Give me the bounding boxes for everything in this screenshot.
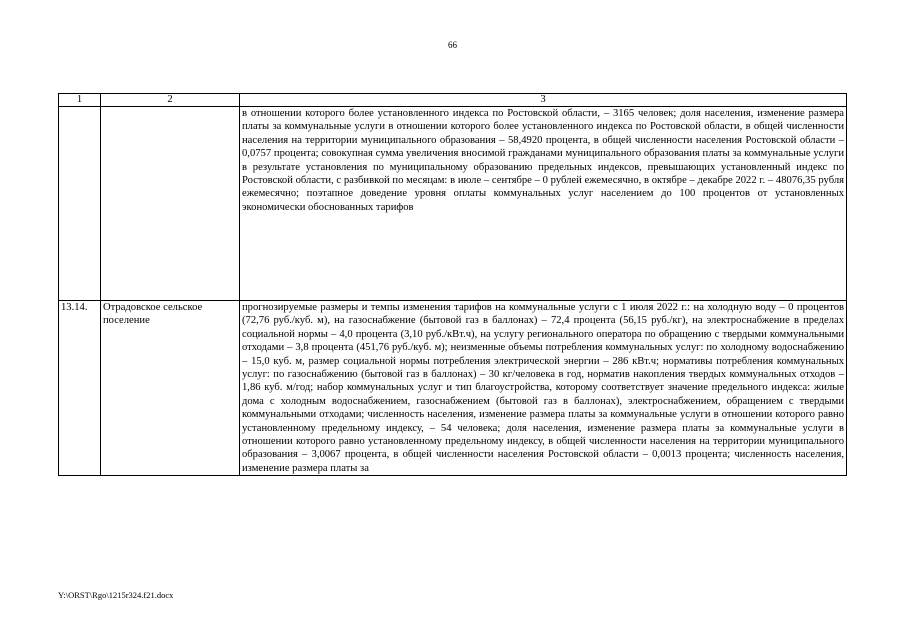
column-header-1: 1 xyxy=(59,94,101,107)
table-row xyxy=(59,301,847,476)
document-table xyxy=(58,93,847,476)
description-cell: в отношении которого более установленного индекса по Ростовской области, – 3165 человек; доля населения, изменение размера платы за коммунальные услуги в отношении которого более установленного индекса по Ростовской области, в общей численности населения на территории муниципального образования – 58,4920 процента, в общей численности населения Ростовской области – 0,0757 процента; совокупная сумма увеличения вносимой гражданами муниципального образования платы за коммунальные услуги в результате установления по муниципальному образованию предельных индексов, превышающих установленный индекс по Ростовской области, с разбивкой по месяцам: в июле – сентябре – 0 рублей ежемесячно, в октябре – декабре 2022 г. – 48076,35 рубля ежемесячно; поэтапное доведение уровня оплаты коммунальных услуг населением до 100 процентов от установленных экономически обоснованных тарифов xyxy=(240,107,847,301)
file-path-footer: Y:\ORST\Rgo\1215r324.f21.docx xyxy=(58,590,174,600)
column-header-2: 2 xyxy=(101,94,240,107)
table-row xyxy=(59,107,847,301)
description-cell: прогнозируемые размеры и темпы изменения тарифов на коммунальные услуги с 1 июля 2022 г.: на холодную воду – 0 процентов (72,76 руб./куб. м), на газоснабжение (бытовой газ в баллонах) – 72,4 процента (56,15 руб./кг), на электроснабжение в пределах социальной нормы – 4,0 процента (3,10 руб./кВт.ч), на услугу регионального оператора по обращению с твердыми коммунальными отходами – 3,8 процента (451,76 руб./куб. м); неизменные объемы потребления коммунальных услуг: по холодному водоснабжению – 15,0 куб. м, размер социальной нормы потребления электрической энергии – 286 кВт.ч; нормативы потребления коммунальных услуг: по газоснабжению (бытовой газ в баллонах) – 30 кг/человека в год, норматив накопления твердых коммунальных отходов – 1,86 куб. м/год; набор коммунальных услуг и тип благоустройства, которому соответствует значение предельного индекса: жилые дома с холодным водоснабжением, газоснабжением (бытовой газ в баллонах), электроснабжением, обращением с твердыми коммунальными отходами; численность населения, изменение размера платы за коммунальные услуги в отношении которого равно установленному предельному индексу, – 54 человека; доля населения, изменение размера платы за коммунальные услуги в отношении которого равно установленному предельному индексу, в общей численности населения на территории муниципального образования – 3,0067 процента, в общей численности населения Ростовской области – 0,0013 процента; численность населения, изменение размера платы за xyxy=(240,301,847,476)
table-header-row xyxy=(59,94,847,107)
page-number: 66 xyxy=(448,40,457,50)
row-number-cell xyxy=(59,107,101,301)
column-header-3: 3 xyxy=(240,94,847,107)
row-number-cell: 13.14. xyxy=(59,301,101,476)
municipality-name-cell: Отрадовское сельское поселение xyxy=(101,301,240,476)
municipality-name-cell xyxy=(101,107,240,301)
